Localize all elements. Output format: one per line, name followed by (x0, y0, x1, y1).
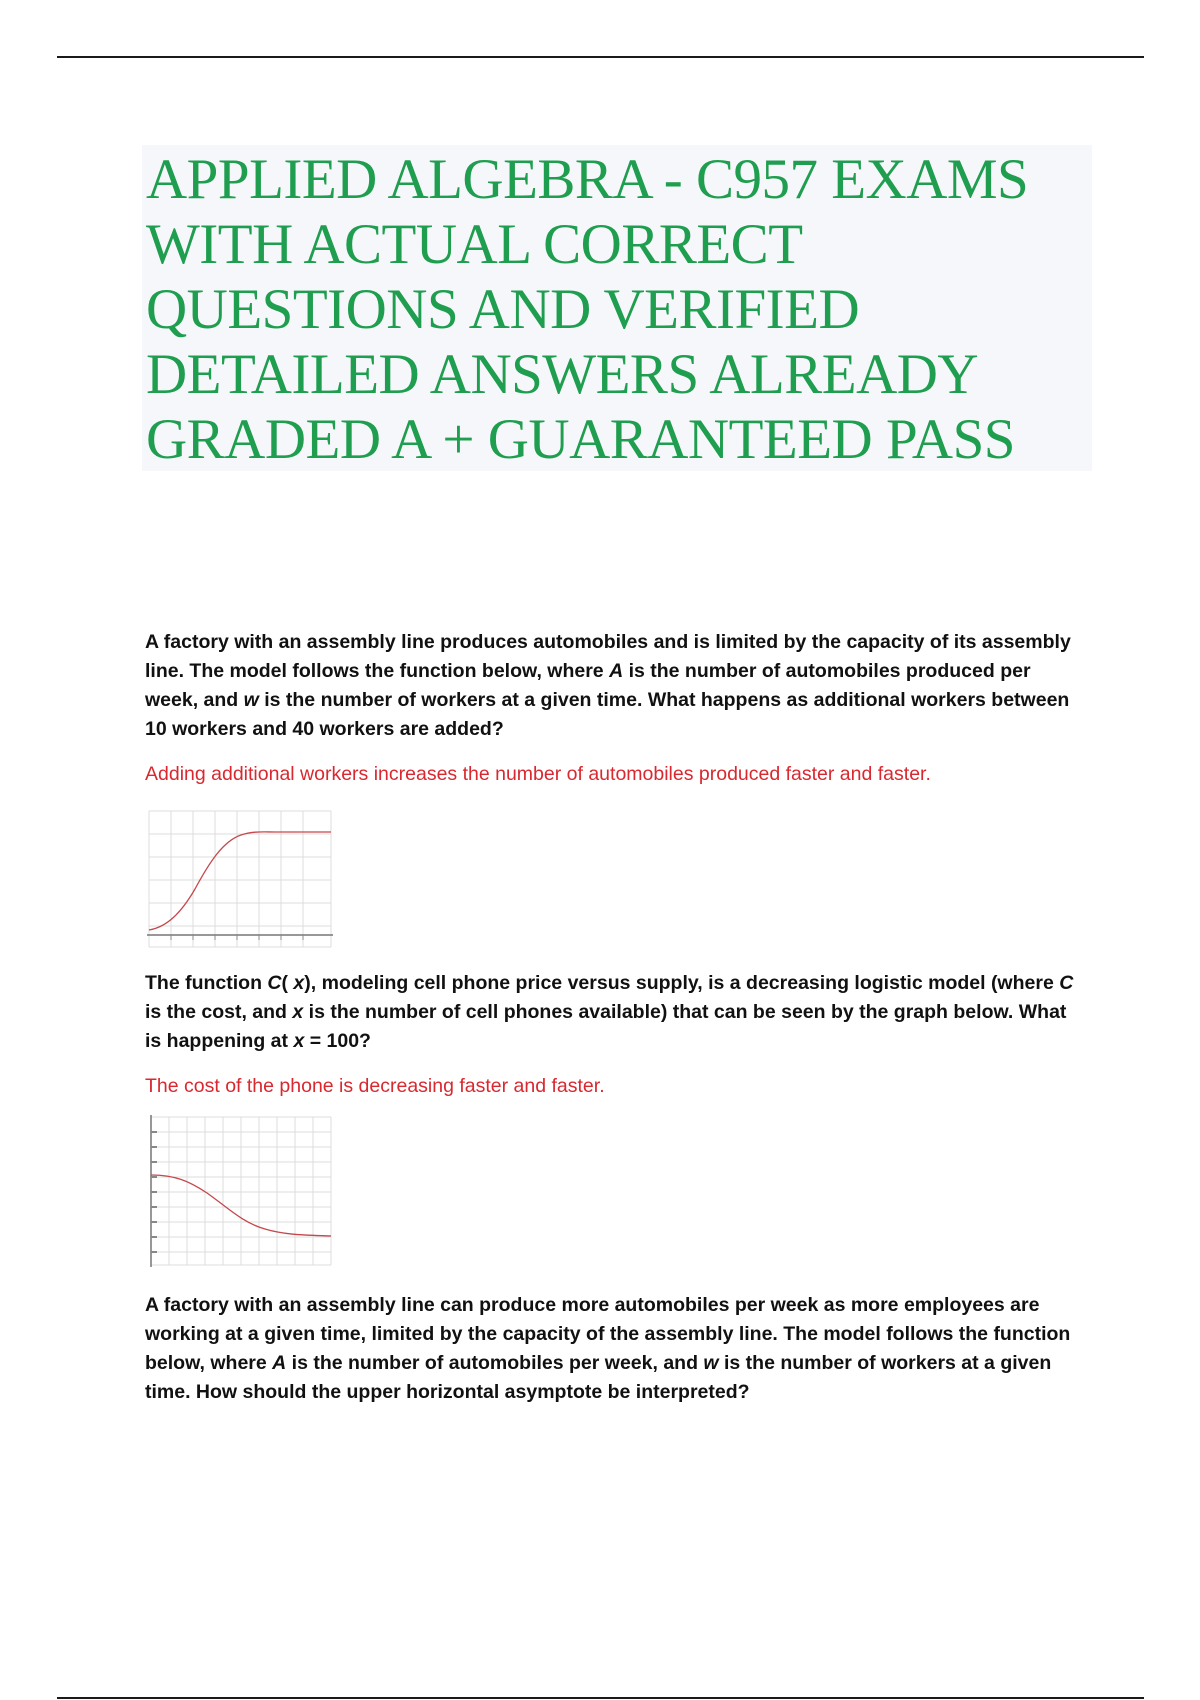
top-rule (57, 56, 1144, 58)
question-3: A factory with an assembly line can produce more automobiles per week as more employees are working at a given time, limited by the capacity of the assembly line. The model follows the function below, where A is the number of automobiles per week, and w is the number of workers at a given time. How should the upper horizontal asymptote be interpreted? (145, 1294, 1071, 1403)
answer-2: The cost of the phone is decreasing faster and faster. (145, 1075, 605, 1097)
question-1: A factory with an assembly line produces automobiles and is limited by the capacity of its assembly line. The model follows the function below, where A is the number of automobiles produced per week, and w is the number of workers at a given time. What happens as additional workers between 10 workers and 40 workers are added? (145, 631, 1071, 740)
title-banner (142, 145, 1092, 471)
graph-grid (151, 1117, 331, 1265)
logistic-curve (149, 832, 331, 930)
document-body (145, 628, 1085, 1407)
decreasing-logistic-graph (145, 1113, 335, 1269)
y-axis-ticks (151, 1132, 157, 1252)
bottom-rule (57, 1697, 1144, 1699)
answer-1: Adding additional workers increases the number of automobiles produced faster and faster. (145, 763, 931, 785)
question-2: The function C( x), modeling cell phone price versus supply, is a decreasing logistic model (where C is the cost, and x is the number of cell phones available) that can be seen by the graph below. What is happening at x = 100? (145, 972, 1074, 1052)
document-title: APPLIED ALGEBRA - C957 EXAMS WITH ACTUAL CORRECT QUESTIONS AND VERIFIED DETAILED ANSWERS ALREADY GRADED A + GUARANTEED PASS (146, 148, 1029, 471)
increasing-logistic-graph (145, 801, 335, 951)
